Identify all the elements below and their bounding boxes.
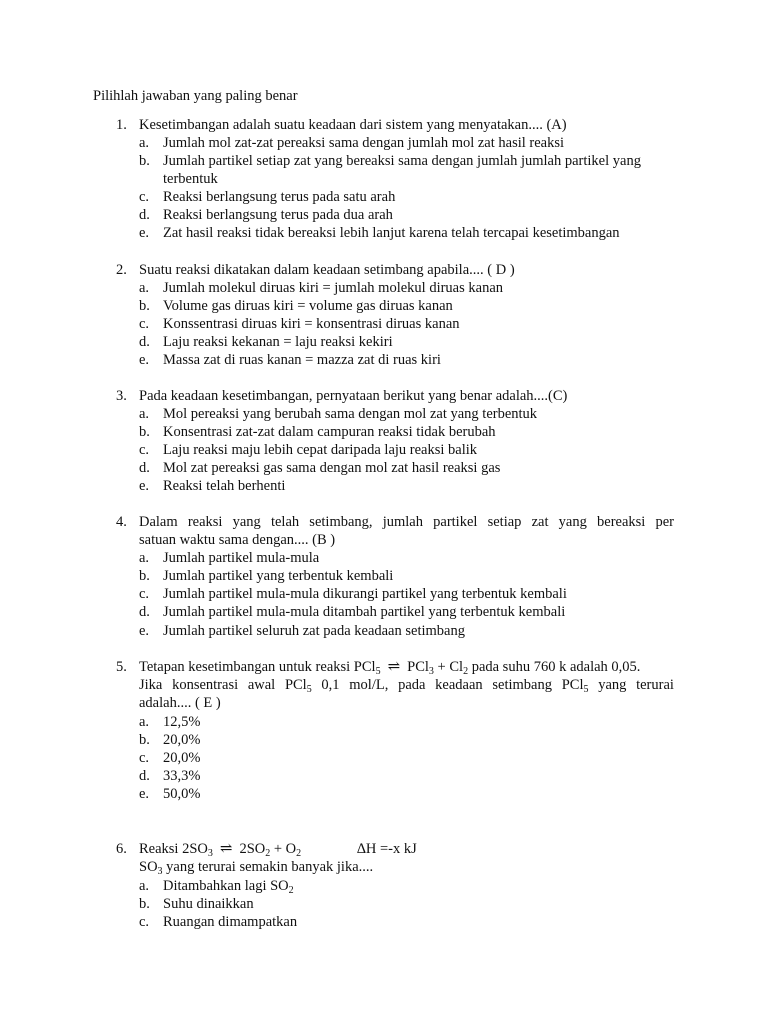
q5-option-d-text: 33,3% — [163, 768, 201, 784]
q4-option-d-text: Jumlah partikel mula-mula ditambah partikel yang terbentuk kembali — [163, 604, 566, 620]
q3-option-b-text: Konsentrasi zat-zat dalam campuran reaksi tidak berubah — [163, 424, 496, 440]
q2-option-b-text: Volume gas diruas kiri = volume gas diruas kanan — [163, 298, 453, 314]
q4-option-b-letter: b. — [139, 568, 150, 584]
question-6-number: 6. — [116, 841, 127, 857]
q2-option-a-letter: a. — [139, 280, 150, 296]
question-4-text-line-1: Dalam reaksi yang telah setimbang, jumlah partikel setiap zat yang bereaksi per — [139, 514, 674, 530]
q3-option-a-text: Mol pereaksi yang berubah sama dengan mol zat yang terbentuk — [163, 406, 538, 422]
q5-option-c-letter: c. — [139, 750, 150, 766]
q2-option-c-letter: c. — [139, 316, 150, 332]
q6-option-b-letter: b. — [139, 896, 150, 912]
question-3-number: 3. — [116, 388, 127, 404]
question-1-text: Kesetimbangan adalah suatu keadaan dari sistem yang menyatakan.... (A) — [139, 117, 567, 133]
q1-option-a-letter: a. — [139, 135, 150, 151]
q4-option-a-text: Jumlah partikel mula-mula — [163, 550, 320, 566]
question-6-enthalpy: ∆H =-x kJ — [357, 841, 417, 857]
q4-option-e-text: Jumlah partikel seluruh zat pada keadaan setimbang — [163, 623, 465, 639]
q6-option-b-text: Suhu dinaikkan — [163, 896, 254, 912]
q2-option-c-text: Konssentrasi diruas kiri = konsentrasi diruas kanan — [163, 316, 460, 332]
q5-option-c-text: 20,0% — [163, 750, 201, 766]
q3-option-c-text: Laju reaksi maju lebih cepat daripada laju reaksi balik — [163, 442, 478, 458]
q2-option-d-letter: d. — [139, 334, 150, 350]
q6-option-a-text: Ditambahkan lagi $SO_2$ — [163, 878, 294, 896]
q2-option-e-text: Massa zat di ruas kanan = mazza zat di ruas kiri — [163, 352, 441, 368]
q1-option-e-letter: e. — [139, 225, 150, 241]
q2-option-a-text: Jumlah molekul diruas kiri = jumlah molekul diruas kanan — [163, 280, 504, 296]
question-5-text-line-2: Jika konsentrasi awal PCl$_5$ 0,1 mol/L, pada keadaan setimbang PCl$_5$ yang terurai — [139, 677, 674, 695]
q5-option-d-letter: d. — [139, 768, 150, 784]
q1-option-d-text: Reaksi berlangsung terus pada dua arah — [163, 207, 393, 223]
q3-option-e-text: Reaksi telah berhenti — [163, 478, 286, 494]
q4-option-e-letter: e. — [139, 623, 150, 639]
equilibrium-arrow-icon: ⇌ — [219, 841, 233, 857]
q4-option-d-letter: d. — [139, 604, 150, 620]
question-6-text-line-2: $SO_3$ yang terurai semakin banyak jika.... — [139, 859, 374, 877]
q3-option-b-letter: b. — [139, 424, 150, 440]
q3-option-e-letter: e. — [139, 478, 150, 494]
q5-option-e-text: 50,0% — [163, 786, 201, 802]
q3-option-a-letter: a. — [139, 406, 150, 422]
q1-option-e-text: Zat hasil reaksi tidak bereaksi lebih lanjut karena telah tercapai kesetimbangan — [163, 225, 620, 241]
q1-option-b-text: Jumlah partikel setiap zat yang bereaksi sama dengan jumlah jumlah partikel yang — [163, 153, 641, 169]
question-2-text: Suatu reaksi dikatakan dalam keadaan setimbang apabila.... ( D ) — [139, 262, 515, 278]
q2-option-e-letter: e. — [139, 352, 150, 368]
q1-option-b-letter: b. — [139, 153, 150, 169]
q1-option-c-letter: c. — [139, 189, 150, 205]
q4-option-b-text: Jumlah partikel yang terbentuk kembali — [163, 568, 394, 584]
q5-option-a-text: 12,5% — [163, 714, 201, 730]
q2-option-b-letter: b. — [139, 298, 150, 314]
q5-option-b-text: 20,0% — [163, 732, 201, 748]
q1-option-b-text-continued: terbentuk — [163, 171, 218, 187]
q4-option-c-text: Jumlah partikel mula-mula dikurangi partikel yang terbentuk kembali — [163, 586, 567, 602]
q4-option-c-letter: c. — [139, 586, 150, 602]
q6-option-c-text: Ruangan dimampatkan — [163, 914, 298, 930]
instruction-text: Pilihlah jawaban yang paling benar — [93, 88, 298, 104]
q4-option-a-letter: a. — [139, 550, 150, 566]
question-4-text-line-2: satuan waktu sama dengan.... (B ) — [139, 532, 336, 548]
q6-option-a-letter: a. — [139, 878, 150, 894]
q5-option-b-letter: b. — [139, 732, 150, 748]
question-5-text-line-1: Tetapan kesetimbangan untuk reaksi PCl$_5$ ⇌ $PCl_3 + Cl_2$ pada suhu 760 k adalah 0,05. — [139, 659, 641, 677]
q1-option-d-letter: d. — [139, 207, 150, 223]
q1-option-a-text: Jumlah mol zat-zat pereaksi sama dengan jumlah mol zat hasil reaksi — [163, 135, 565, 151]
q5-option-e-letter: e. — [139, 786, 150, 802]
question-1-number: 1. — [116, 117, 127, 133]
question-6-text-line-1: Reaksi $2SO_3$ ⇌ $2SO_2 + O_2$ — [139, 841, 302, 859]
question-5-number: 5. — [116, 659, 127, 675]
q3-option-c-letter: c. — [139, 442, 150, 458]
q3-option-d-text: Mol zat pereaksi gas sama dengan mol zat hasil reaksi gas — [163, 460, 501, 476]
question-3-text: Pada keadaan kesetimbangan, pernyataan berikut yang benar adalah....(C) — [139, 388, 568, 404]
q6-option-c-letter: c. — [139, 914, 150, 930]
q1-option-c-text: Reaksi berlangsung terus pada satu arah — [163, 189, 396, 205]
question-5-text-line-3: adalah.... ( E ) — [139, 695, 221, 711]
equilibrium-arrow-icon: ⇌ — [387, 659, 401, 675]
q2-option-d-text: Laju reaksi kekanan = laju reaksi kekiri — [163, 334, 393, 350]
q5-option-a-letter: a. — [139, 714, 150, 730]
question-2-number: 2. — [116, 262, 127, 278]
q3-option-d-letter: d. — [139, 460, 150, 476]
question-4-number: 4. — [116, 514, 127, 530]
